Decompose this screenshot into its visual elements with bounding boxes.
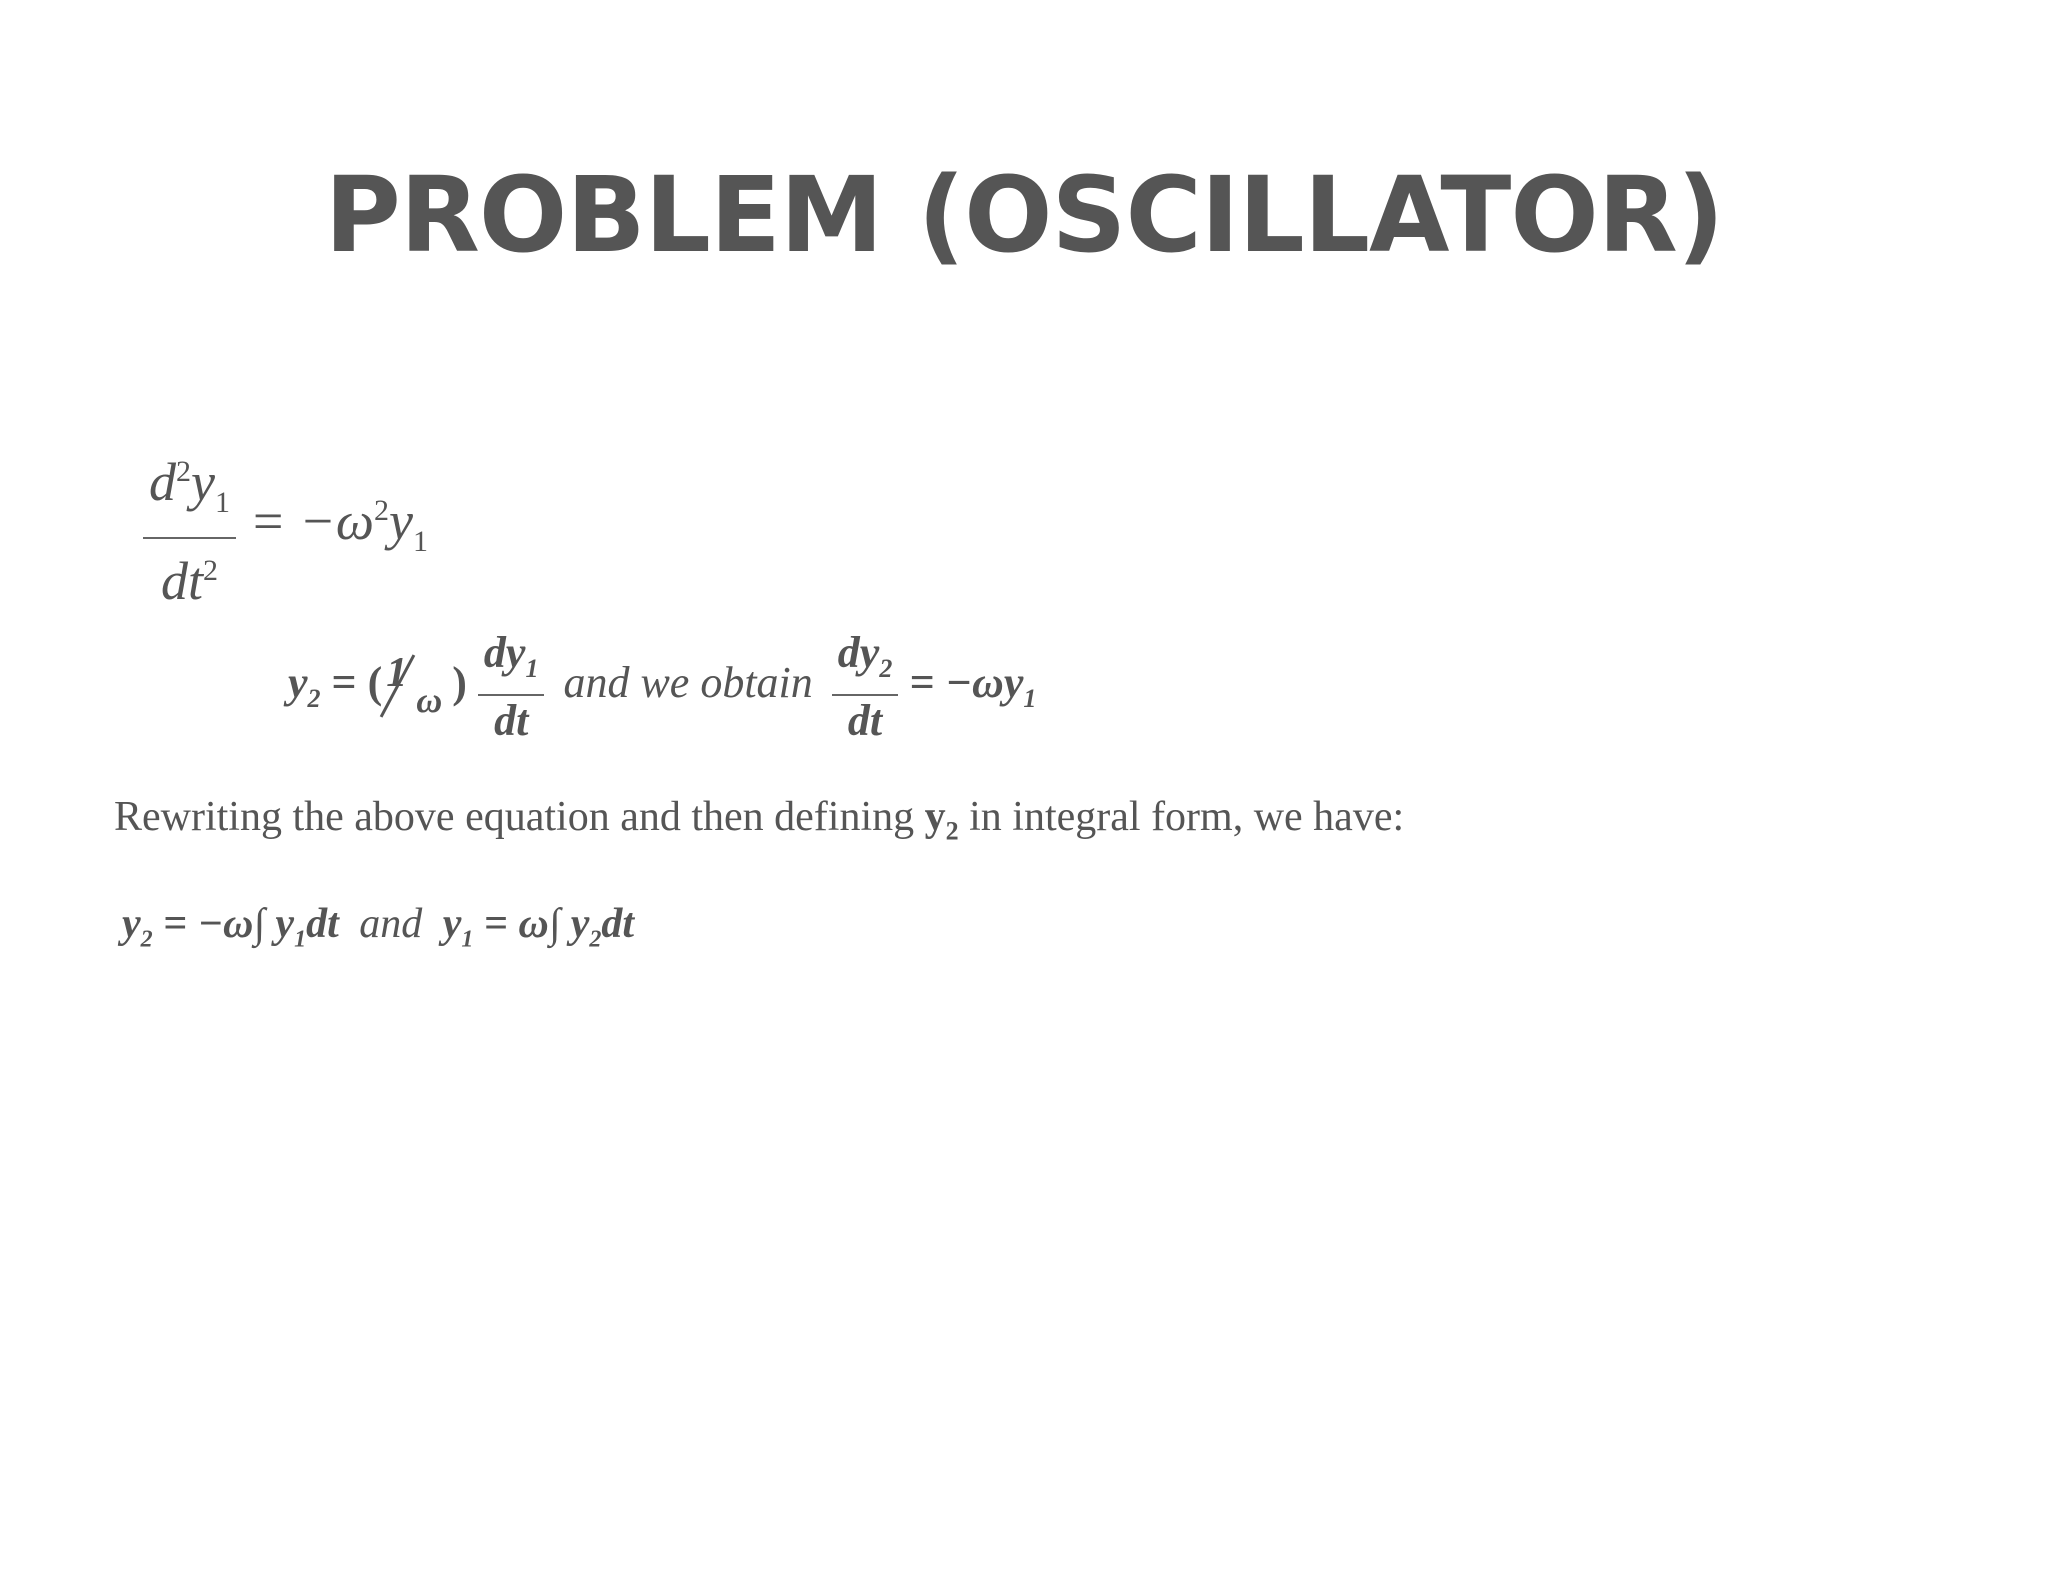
connector-text: and we obtain — [563, 658, 813, 707]
equation-integral-form — [122, 900, 634, 953]
derivative-fraction — [143, 440, 236, 613]
fraction-numerator: $d^2y_1$ — [143, 440, 236, 539]
derivative-dy2-dt: $\frac{dy_2}{dt}$ — [832, 628, 899, 746]
equation-rhs: = $-\omega^2y_1$ — [249, 490, 428, 558]
fraction-denominator: $dt^2$ — [160, 550, 218, 611]
integral-y2: $y_2 = -\omega\int$ $y_1dt$ — [122, 901, 339, 953]
explanation-text: Rewriting the above equation and then defining $y_2$ in integral form, we have: — [114, 794, 1405, 846]
equation-second-order — [143, 440, 428, 613]
integral-y1: $y_1 = \omega\int$ $y_2dt$ — [442, 901, 635, 953]
equation-substitution: $y_2$ = ( 1 ω ) $\frac{dy_1}{dt}$ and we obtain $\frac{dy_2}{dt}$ = $-\omega y_1$ — [288, 628, 1037, 745]
derivative-dy1-dt: $\frac{dy_1}{dt}$ — [478, 628, 545, 746]
inverse-omega-fraction: 1 ω — [382, 657, 452, 717]
equation-rhs: = $-\omega y_1$ — [909, 658, 1037, 713]
connector-text: and — [359, 901, 423, 947]
slide-title: PROBLEM (OSCILLATOR) — [324, 154, 1724, 276]
